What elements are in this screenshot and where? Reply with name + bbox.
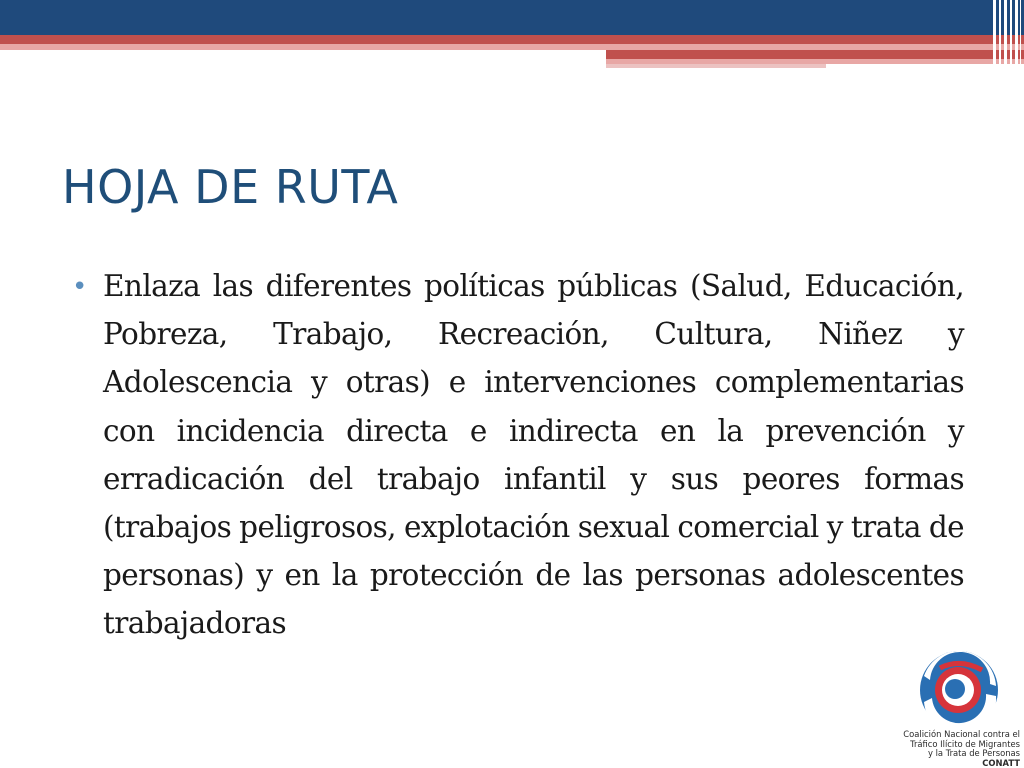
header-decorative-band xyxy=(0,0,1024,70)
bullet-text: Enlaza las diferentes políticas públicas (Salud, Educación, Pobreza, Trabajo, Recreación, Cultura, Niñez y Adolescencia y otras) e intervenciones complementarias con incidencia directa e indirecta en la prevención y erradicación del trabajo infantil y sus peores formas (trabajos peligrosos, explotación sexual comercial y trata de personas) y en la protección de las personas adolescentes trabajadoras xyxy=(103,269,964,641)
logo-caption-line: Coalición Nacional contra el xyxy=(903,729,1020,739)
bullet-item xyxy=(72,262,964,648)
logo-caption xyxy=(896,730,1020,768)
logo-acronym: CONATT xyxy=(982,757,1020,768)
logo-caption-line: Tráfico Ilícito de Migrantes xyxy=(910,738,1020,749)
slide-title: HOJA DE RUTA xyxy=(62,160,399,214)
bullet-icon: • xyxy=(72,272,88,302)
logo-caption-line: y la Trata de Personas xyxy=(927,748,1020,758)
